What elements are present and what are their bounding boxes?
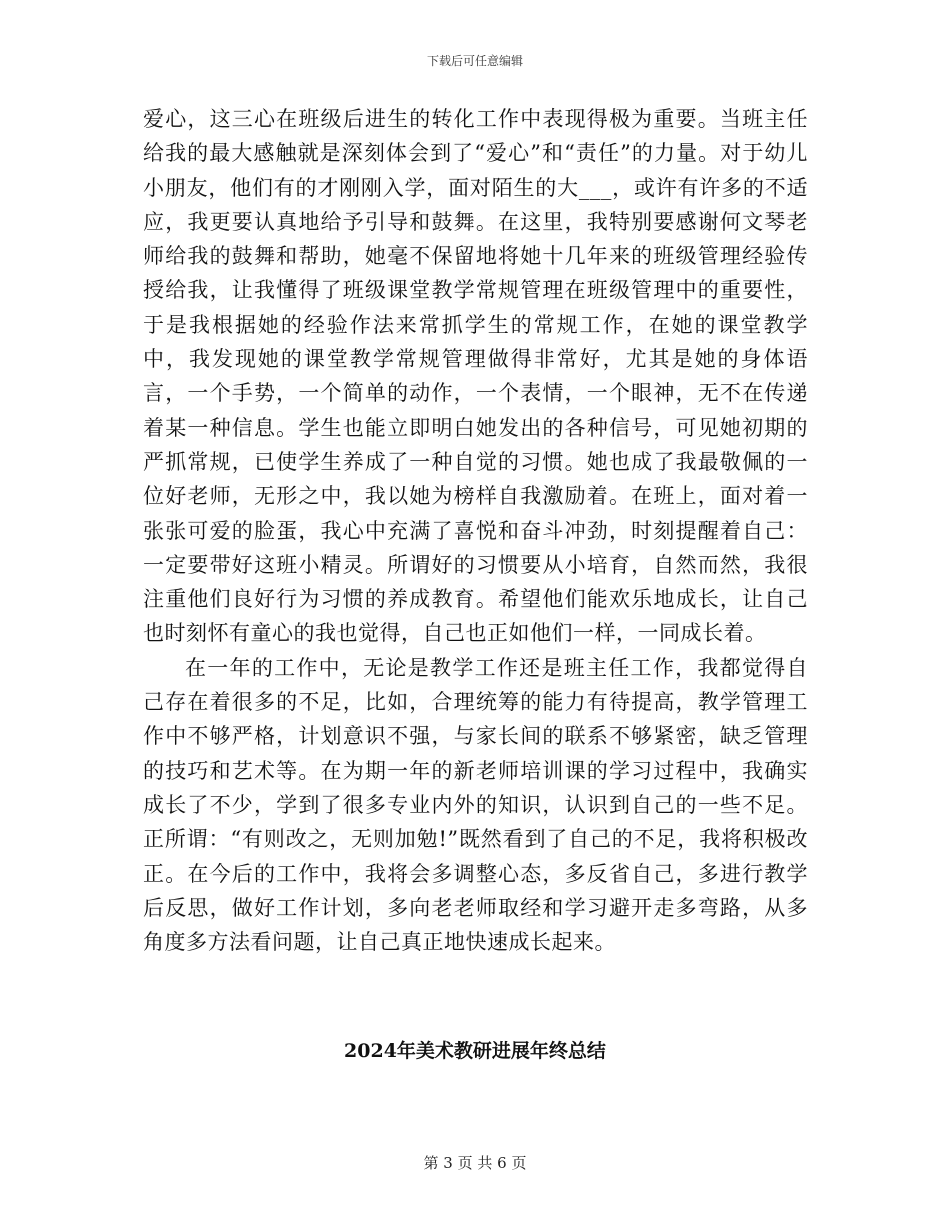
document-body: [143, 102, 808, 959]
section-title: 2024年美术教研进展年终总结: [344, 1040, 606, 1062]
page-header: 下载后可任意编辑: [426, 54, 523, 68]
body-paragraph-2: 在一年的工作中，无论是教学工作还是班主任工作，我都觉得自己存在着很多的不足，比如，合理统筹的能力有待提高，教学管理工作中不够严格，计划意识不强，与家长间的联系不够紧密，缺乏管理的技巧和艺术等。在为期一年的新老师培训课的学习过程中，我确实成长了不少，学到了很多专业内外的知识，认识到自己的一些不足。正所谓：“有则改之，无则加勉!”既然看到了自己的不足，我将积极改正。在今后的工作中，我将会多调整心态，多反省自己，多进行教学后反思，做好工作计划，多向老老师取经和学习避开走多弯路，从多角度多方法看问题，让自己真正地快速成长起来。: [143, 655, 808, 955]
page-footer: 第 3 页 共 6 页: [423, 1154, 527, 1172]
body-paragraph-1: 爱心，这三心在班级后进生的转化工作中表现得极为重要。当班主任给我的最大感触就是深刻体会到了“爱心”和“责任”的力量。对于幼儿小朋友，他们有的才刚刚入学，面对陌生的大___，或许有许多的不适应，我更要认真地给予引导和鼓舞。在这里，我特别要感谢何文琴老师给我的鼓舞和帮助，她毫不保留地将她十几年来的班级管理经验传授给我，让我懂得了班级课堂教学常规管理在班级管理中的重要性，于是我根据她的经验作法来常抓学生的常规工作，在她的课堂教学中，我发现她的课堂教学常规管理做得非常好，尤其是她的身体语言，一个手势，一个简单的动作，一个表情，一个眼神，无不在传递着某一种信息。学生也能立即明白她发出的各种信号，可见她初期的严抓常规，已使学生养成了一种自觉的习惯。她也成了我最敬佩的一位好老师，无形之中，我以她为榜样自我激励着。在班上，面对着一张张可爱的脸蛋，我心中充满了喜悦和奋斗冲劲，时刻提醒着自己：一定要带好这班小精灵。所谓好的习惯要从小培育，自然而然，我很注重他们良好行为习惯的养成教育。希望他们能欢乐地成长，让自己也时刻怀有童心的我也觉得，自己也正如他们一样，一同成长着。: [143, 107, 808, 646]
